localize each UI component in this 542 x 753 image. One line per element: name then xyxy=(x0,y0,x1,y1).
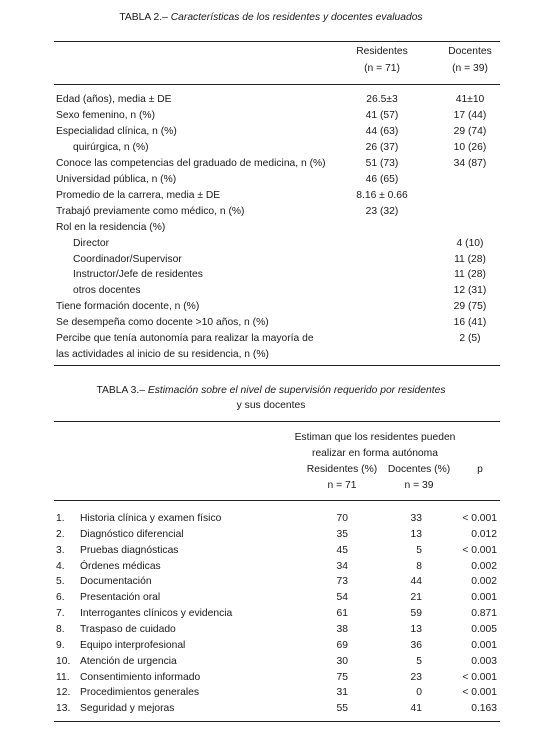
table3-row-label: Traspaso de cuidado xyxy=(80,624,176,635)
table2-col-residentes-n: (n = 71) xyxy=(364,63,400,74)
table2-row-docentes: 12 (31) xyxy=(453,285,487,296)
table3-row-p: 0.002 xyxy=(471,561,497,572)
table3-row-p: 0.001 xyxy=(471,592,497,603)
table3-caption-title-1: Estimación sobre el nivel de supervisión requerido por residentes xyxy=(147,385,446,396)
table2-caption-title: Características de los residentes y docentes evaluados xyxy=(170,12,423,23)
table3-row-number: 7. xyxy=(56,608,65,619)
table3-row-label: Órdenes médicas xyxy=(80,561,161,572)
table3-row-p: < 0.001 xyxy=(462,687,497,698)
table2-row-label: Tiene formación docente, n (%) xyxy=(56,301,200,312)
table3-row-label: Pruebas diagnósticas xyxy=(80,545,179,556)
table2-caption-lead: TABLA 2.– xyxy=(119,12,171,23)
table2-row-docentes: 17 (44) xyxy=(453,110,487,121)
table3-row-docentes: 8 xyxy=(416,561,422,572)
table3-header-line2: realizar en forma autónoma xyxy=(312,448,438,459)
table2-top-rule xyxy=(54,41,500,42)
table3-row-p: 0.005 xyxy=(471,624,497,635)
table3-row-residentes: 70 xyxy=(336,513,348,524)
table2-row-docentes: 34 (87) xyxy=(453,158,487,169)
table3-row-docentes: 13 xyxy=(410,624,422,635)
table3-caption-title-2: y sus docentes xyxy=(236,400,306,411)
table3-row-label: Historia clínica y examen físico xyxy=(80,513,222,524)
table3-row-label: Presentación oral xyxy=(80,592,161,603)
table3-row-label: Procedimientos generales xyxy=(80,687,200,698)
table2-col-docentes: Docentes xyxy=(448,46,492,57)
table3-row-residentes: 55 xyxy=(336,703,348,714)
table3-row-residentes: 31 xyxy=(336,687,348,698)
table3-caption-lead: TABLA 3.– xyxy=(96,385,148,396)
table2-row-residentes: 26 (37) xyxy=(365,142,399,153)
table2-row-label: Promedio de la carrera, media ± DE xyxy=(56,190,221,201)
table2-row-residentes: 23 (32) xyxy=(365,206,399,217)
table3-row-label: Atención de urgencia xyxy=(80,656,177,667)
table3-row-docentes: 5 xyxy=(416,545,422,556)
table3-n-residentes: n = 71 xyxy=(327,480,357,491)
table2-row-docentes: 11 (28) xyxy=(454,269,486,280)
table2-bottom-rule xyxy=(54,365,500,366)
table3-row-number: 8. xyxy=(56,624,65,635)
table2-row-label: Coordinador/Supervisor xyxy=(73,254,182,265)
table2-row-label: Trabajó previamente como médico, n (%) xyxy=(56,206,245,217)
table3-row-number: 4. xyxy=(56,561,65,572)
table3-row-number: 5. xyxy=(56,576,65,587)
table3-row-label: Interrogantes clínicos y evidencia xyxy=(80,608,233,619)
table2-caption xyxy=(0,11,542,25)
table3-row-number: 1. xyxy=(56,513,65,524)
table3-row-p: 0.163 xyxy=(471,703,497,714)
table2-row-docentes: 2 (5) xyxy=(459,333,481,344)
table3-row-docentes: 5 xyxy=(416,656,422,667)
table3-col-p: p xyxy=(477,464,483,475)
table3-row-number: 11. xyxy=(56,672,70,683)
table2-col-residentes: Residentes xyxy=(356,46,408,57)
table2-row-docentes: 4 (10) xyxy=(456,238,484,249)
table2-row-label: Director xyxy=(73,238,110,249)
table2-row-docentes: 29 (75) xyxy=(453,301,487,312)
table2-row-label: las actividades al inicio de su residencia, n (%) xyxy=(56,349,269,360)
table3-row-residentes: 73 xyxy=(336,576,348,587)
table3-n-docentes: n = 39 xyxy=(404,480,434,491)
table3-header-rule xyxy=(54,500,500,501)
table2-row-label: Universidad pública, n (%) xyxy=(56,174,177,185)
table3-row-number: 9. xyxy=(56,640,65,651)
table3-row-number: 2. xyxy=(56,529,65,540)
table3-row-p: 0.003 xyxy=(471,656,497,667)
table3-row-p: < 0.001 xyxy=(462,545,497,556)
table2-row-label: Rol en la residencia (%) xyxy=(56,222,166,233)
table3-row-residentes: 38 xyxy=(336,624,348,635)
table2-row-residentes: 44 (63) xyxy=(365,126,399,137)
table2-header-rule xyxy=(54,84,500,85)
table3-row-label: Consentimiento informado xyxy=(80,672,201,683)
table2-row-label: Percibe que tenía autonomía para realizar la mayoría de xyxy=(56,333,314,344)
table2-row-residentes: 51 (73) xyxy=(365,158,399,169)
table3-row-number: 10. xyxy=(56,656,71,667)
table2-row-label: quirúrgica, n (%) xyxy=(73,142,149,153)
table2-row-label: otros docentes xyxy=(73,285,141,296)
table3-bottom-rule xyxy=(54,721,500,722)
table3-row-label: Seguridad y mejoras xyxy=(80,703,175,714)
table2-row-residentes: 46 (65) xyxy=(365,174,399,185)
table3-row-docentes: 0 xyxy=(416,687,422,698)
table3-row-p: 0.871 xyxy=(471,608,497,619)
table3-row-number: 13. xyxy=(56,703,71,714)
table3-row-docentes: 41 xyxy=(410,703,422,714)
table3-row-docentes: 21 xyxy=(410,592,422,603)
table3-row-docentes: 33 xyxy=(410,513,422,524)
table3-row-number: 6. xyxy=(56,592,65,603)
table3-row-label: Equipo interprofesional xyxy=(80,640,186,651)
table2-row-label: Conoce las competencias del graduado de medicina, n (%) xyxy=(56,158,326,169)
table3-col-docentes: Docentes (%) xyxy=(387,464,451,475)
table3-row-number: 12. xyxy=(56,687,71,698)
table2-row-label: Sexo femenino, n (%) xyxy=(56,110,156,121)
table3-row-number: 3. xyxy=(56,545,65,556)
table2-row-residentes: 8.16 ± 0.66 xyxy=(356,190,408,201)
table3-header-line1: Estiman que los residentes pueden xyxy=(294,432,456,443)
table2-row-docentes: 10 (26) xyxy=(453,142,487,153)
table3-row-p: < 0.001 xyxy=(462,672,497,683)
table3-row-residentes: 34 xyxy=(336,561,348,572)
table2-col-docentes-n: (n = 39) xyxy=(452,63,488,74)
table3-row-residentes: 54 xyxy=(336,592,348,603)
table3-row-docentes: 59 xyxy=(410,608,422,619)
table2-row-label: Se desempeña como docente >10 años, n (%) xyxy=(56,317,269,328)
table2-row-docentes: 41±10 xyxy=(455,94,485,105)
table3-row-p: 0.001 xyxy=(471,640,497,651)
table3-row-label: Documentación xyxy=(80,576,152,587)
table3-row-p: 0.012 xyxy=(471,529,497,540)
table3-row-docentes: 36 xyxy=(410,640,422,651)
table3-row-docentes: 23 xyxy=(410,672,422,683)
table2-row-docentes: 29 (74) xyxy=(453,126,487,137)
table3-row-residentes: 30 xyxy=(336,656,348,667)
table3-top-rule xyxy=(54,421,500,422)
table3-row-p: < 0.001 xyxy=(462,513,497,524)
table3-row-residentes: 75 xyxy=(336,672,348,683)
table2-row-docentes: 16 (41) xyxy=(453,317,487,328)
table3-row-label: Diagnóstico diferencial xyxy=(80,529,184,540)
table2-row-docentes: 11 (28) xyxy=(454,254,486,265)
table3-row-residentes: 69 xyxy=(336,640,348,651)
table3-row-residentes: 61 xyxy=(336,608,348,619)
table2-row-residentes: 26.5±3 xyxy=(366,94,398,105)
table3-row-p: 0.002 xyxy=(471,576,497,587)
table3-row-docentes: 44 xyxy=(410,576,422,587)
table3-row-residentes: 45 xyxy=(336,545,348,556)
table3-caption-line1 xyxy=(0,384,542,398)
table2-row-residentes: 41 (57) xyxy=(365,110,399,121)
table2-row-label: Instructor/Jefe de residentes xyxy=(73,269,203,280)
table3-row-docentes: 13 xyxy=(410,529,422,540)
table3-row-residentes: 35 xyxy=(336,529,348,540)
table2-row-label: Edad (años), media ± DE xyxy=(56,94,172,105)
table3-col-residentes: Residentes (%) xyxy=(306,464,378,475)
table2-row-label: Especialidad clínica, n (%) xyxy=(56,126,177,137)
